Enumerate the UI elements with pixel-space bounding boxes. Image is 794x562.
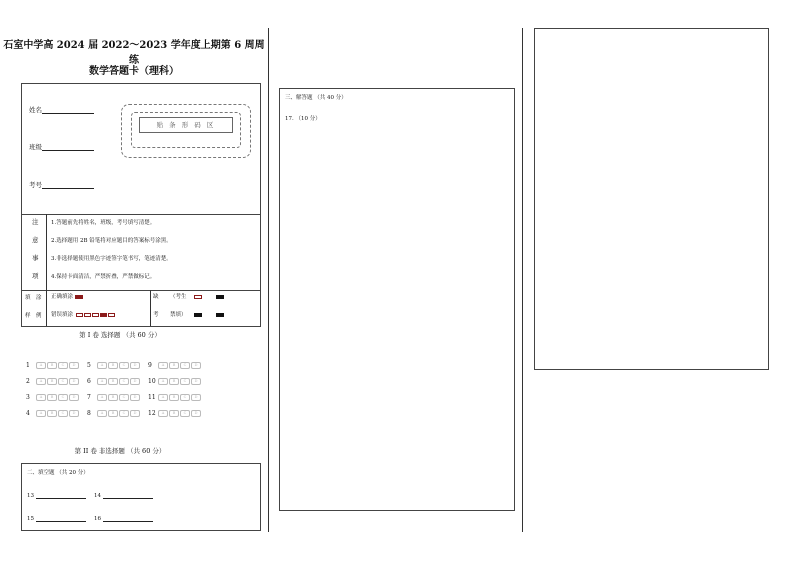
notes-char-4: 项 bbox=[32, 272, 39, 280]
mc-question-number: 9 bbox=[148, 362, 152, 369]
fill-example-side-divider bbox=[46, 290, 47, 326]
mc-question-number: 7 bbox=[87, 394, 91, 401]
correct-fill-label: 正确填涂 bbox=[51, 294, 74, 300]
absent-black-1 bbox=[216, 295, 224, 299]
mc-option-6-C[interactable]: C bbox=[119, 378, 129, 385]
mc-option-7-A[interactable]: A bbox=[97, 394, 107, 401]
mc-option-4-D[interactable]: D bbox=[69, 410, 79, 417]
mc-question-number: 8 bbox=[87, 410, 91, 417]
mc-option-12-B[interactable]: B bbox=[169, 410, 179, 417]
answer-box-right[interactable] bbox=[534, 28, 769, 370]
correct-fill-example bbox=[51, 292, 83, 300]
absent-black-3 bbox=[216, 313, 224, 317]
wrong-mark-5 bbox=[108, 313, 115, 317]
absent-text-2: 禁填） bbox=[170, 312, 187, 318]
blank-14[interactable] bbox=[94, 491, 153, 499]
mc-option-9-A[interactable]: A bbox=[158, 362, 168, 369]
wrong-mark-3 bbox=[92, 313, 99, 317]
mc-option-2-D[interactable]: D bbox=[69, 378, 79, 385]
mc-question-11 bbox=[148, 394, 202, 401]
mc-option-11-C[interactable]: C bbox=[180, 394, 190, 401]
mc-option-3-A[interactable]: A bbox=[36, 394, 46, 401]
blank-14-line[interactable] bbox=[103, 491, 153, 499]
mc-option-8-C[interactable]: C bbox=[119, 410, 129, 417]
absent-char-2: 考 bbox=[153, 312, 159, 318]
name-label: 姓名 bbox=[29, 106, 42, 114]
mc-question-3 bbox=[26, 394, 80, 401]
mc-option-8-A[interactable]: A bbox=[97, 410, 107, 417]
barcode-label: 贴 条 形 码 区 bbox=[139, 117, 233, 133]
name-line[interactable] bbox=[42, 106, 94, 114]
fill-label-3: 样 bbox=[25, 313, 31, 319]
mc-option-8-B[interactable]: B bbox=[108, 410, 118, 417]
mc-option-8-D[interactable]: D bbox=[130, 410, 140, 417]
mc-option-6-D[interactable]: D bbox=[130, 378, 140, 385]
note-item-1: 1.答题前先将姓名，班级，考号填写清楚。 bbox=[51, 220, 156, 226]
fill-in-title: 二、填空题 （共 20 分） bbox=[27, 470, 89, 476]
class-field[interactable] bbox=[29, 142, 94, 151]
wrong-fill-example bbox=[51, 310, 115, 318]
blank-13-label: 13 bbox=[27, 493, 34, 499]
correct-fill-mark bbox=[75, 295, 83, 299]
notes-char-1: 注 bbox=[32, 218, 39, 226]
mc-option-12-C[interactable]: C bbox=[180, 410, 190, 417]
absent-divider bbox=[150, 290, 151, 326]
note-item-3: 3.非选择题使用黑色字迹签字笔书写，笔迹清楚。 bbox=[51, 256, 172, 262]
mc-option-6-A[interactable]: A bbox=[97, 378, 107, 385]
fill-example-divider bbox=[22, 290, 260, 291]
mc-option-5-B[interactable]: B bbox=[108, 362, 118, 369]
mc-option-4-A[interactable]: A bbox=[36, 410, 46, 417]
exam-no-line[interactable] bbox=[42, 181, 94, 189]
blank-16-label: 16 bbox=[94, 516, 101, 522]
mc-option-11-B[interactable]: B bbox=[169, 394, 179, 401]
absent-char-1: 缺 bbox=[153, 294, 159, 300]
mc-option-1-A[interactable]: A bbox=[36, 362, 46, 369]
mc-question-number: 2 bbox=[26, 378, 30, 385]
note-item-2: 2.选择题用 2B 铅笔将对应题目的答案标号涂黑。 bbox=[51, 238, 172, 244]
mc-option-9-B[interactable]: B bbox=[169, 362, 179, 369]
mc-question-6 bbox=[87, 378, 141, 385]
absent-row-1 bbox=[170, 292, 224, 300]
mc-question-7 bbox=[87, 394, 141, 401]
fill-in-box bbox=[21, 463, 261, 531]
mc-option-10-A[interactable]: A bbox=[158, 378, 168, 385]
mc-question-number: 11 bbox=[148, 394, 156, 401]
fill-label-1: 填 bbox=[25, 295, 31, 301]
section1-title: 第 I 卷 选择题 （共 60 分） bbox=[79, 331, 161, 339]
mc-question-9 bbox=[148, 362, 202, 369]
section2-title: 第 II 卷 非选择题 （共 60 分） bbox=[74, 447, 166, 455]
mc-question-12 bbox=[148, 410, 202, 417]
absent-black-2 bbox=[194, 313, 202, 317]
class-line[interactable] bbox=[42, 143, 94, 151]
column-divider-left bbox=[268, 28, 269, 532]
mc-question-1 bbox=[26, 362, 80, 369]
mc-option-1-C[interactable]: C bbox=[58, 362, 68, 369]
mc-option-3-B[interactable]: B bbox=[47, 394, 57, 401]
blank-15-line[interactable] bbox=[36, 514, 86, 522]
mc-option-6-B[interactable]: B bbox=[108, 378, 118, 385]
name-field[interactable] bbox=[29, 105, 94, 114]
mc-option-9-D[interactable]: D bbox=[191, 362, 201, 369]
notes-side-divider bbox=[46, 214, 47, 290]
section3-title: 三、解答题 （共 40 分） bbox=[285, 95, 347, 101]
notes-top-divider bbox=[22, 214, 260, 215]
blank-16[interactable] bbox=[94, 514, 153, 522]
mc-question-number: 3 bbox=[26, 394, 30, 401]
mc-option-3-D[interactable]: D bbox=[69, 394, 79, 401]
mc-question-4 bbox=[26, 410, 80, 417]
notes-char-3: 事 bbox=[32, 254, 39, 262]
mc-option-1-D[interactable]: D bbox=[69, 362, 79, 369]
mc-option-11-D[interactable]: D bbox=[191, 394, 201, 401]
mc-option-7-C[interactable]: C bbox=[119, 394, 129, 401]
mc-option-2-C[interactable]: C bbox=[58, 378, 68, 385]
mc-option-10-D[interactable]: D bbox=[191, 378, 201, 385]
mc-option-1-B[interactable]: B bbox=[47, 362, 57, 369]
mc-option-4-C[interactable]: C bbox=[58, 410, 68, 417]
absent-text-1: （考生 bbox=[170, 294, 187, 300]
mc-question-number: 6 bbox=[87, 378, 91, 385]
fill-label-2: 涂 bbox=[36, 295, 42, 301]
blank-16-line[interactable] bbox=[103, 514, 153, 522]
mc-option-7-D[interactable]: D bbox=[130, 394, 140, 401]
mc-option-2-B[interactable]: B bbox=[47, 378, 57, 385]
mc-question-number: 1 bbox=[26, 362, 30, 369]
mc-question-10 bbox=[148, 378, 202, 385]
wrong-mark-1 bbox=[76, 313, 83, 317]
student-info-box bbox=[21, 83, 261, 327]
wrong-mark-2 bbox=[84, 313, 91, 317]
note-item-4: 4.保持卡面清洁，严禁折叠，严禁做标记。 bbox=[51, 274, 156, 280]
column-divider-right bbox=[522, 28, 523, 532]
mc-option-10-C[interactable]: C bbox=[180, 378, 190, 385]
mc-question-number: 12 bbox=[148, 410, 156, 417]
mc-option-12-D[interactable]: D bbox=[191, 410, 201, 417]
mc-option-12-A[interactable]: A bbox=[158, 410, 168, 417]
mc-option-10-B[interactable]: B bbox=[169, 378, 179, 385]
question-17-label: 17. （10 分） bbox=[285, 116, 321, 122]
mc-option-5-D[interactable]: D bbox=[130, 362, 140, 369]
mc-question-2 bbox=[26, 378, 80, 385]
mc-option-2-A[interactable]: A bbox=[36, 378, 46, 385]
mc-option-4-B[interactable]: B bbox=[47, 410, 57, 417]
mc-option-5-C[interactable]: C bbox=[119, 362, 129, 369]
absent-box[interactable] bbox=[194, 295, 202, 299]
absent-row-2 bbox=[170, 310, 224, 318]
mc-option-9-C[interactable]: C bbox=[180, 362, 190, 369]
wrong-fill-label: 错误填涂 bbox=[51, 312, 74, 318]
mc-question-5 bbox=[87, 362, 141, 369]
exam-title: 石室中学高 2024 届 2022～2023 学年度上期第 6 周周练 bbox=[3, 40, 265, 66]
exam-no-label: 考号 bbox=[29, 181, 42, 189]
wrong-mark-4 bbox=[100, 313, 107, 317]
mc-option-3-C[interactable]: C bbox=[58, 394, 68, 401]
blank-13-line[interactable] bbox=[36, 491, 86, 499]
mc-question-number: 5 bbox=[87, 362, 91, 369]
mc-option-7-B[interactable]: B bbox=[108, 394, 118, 401]
answer-sheet-title: 数学答题卡（理科） bbox=[89, 66, 179, 77]
notes-char-2: 意 bbox=[32, 236, 39, 244]
blank-14-label: 14 bbox=[94, 493, 101, 499]
blank-15[interactable] bbox=[27, 514, 86, 522]
mc-question-8 bbox=[87, 410, 141, 417]
blank-13[interactable] bbox=[27, 491, 86, 499]
class-label: 班级 bbox=[29, 143, 42, 151]
mc-question-number: 4 bbox=[26, 410, 30, 417]
exam-no-field[interactable] bbox=[29, 180, 94, 189]
blank-15-label: 15 bbox=[27, 516, 34, 522]
mc-option-11-A[interactable]: A bbox=[158, 394, 168, 401]
answer-box-17[interactable] bbox=[279, 88, 515, 511]
fill-label-4: 例 bbox=[36, 313, 42, 319]
mc-option-5-A[interactable]: A bbox=[97, 362, 107, 369]
mc-question-number: 10 bbox=[148, 378, 156, 385]
